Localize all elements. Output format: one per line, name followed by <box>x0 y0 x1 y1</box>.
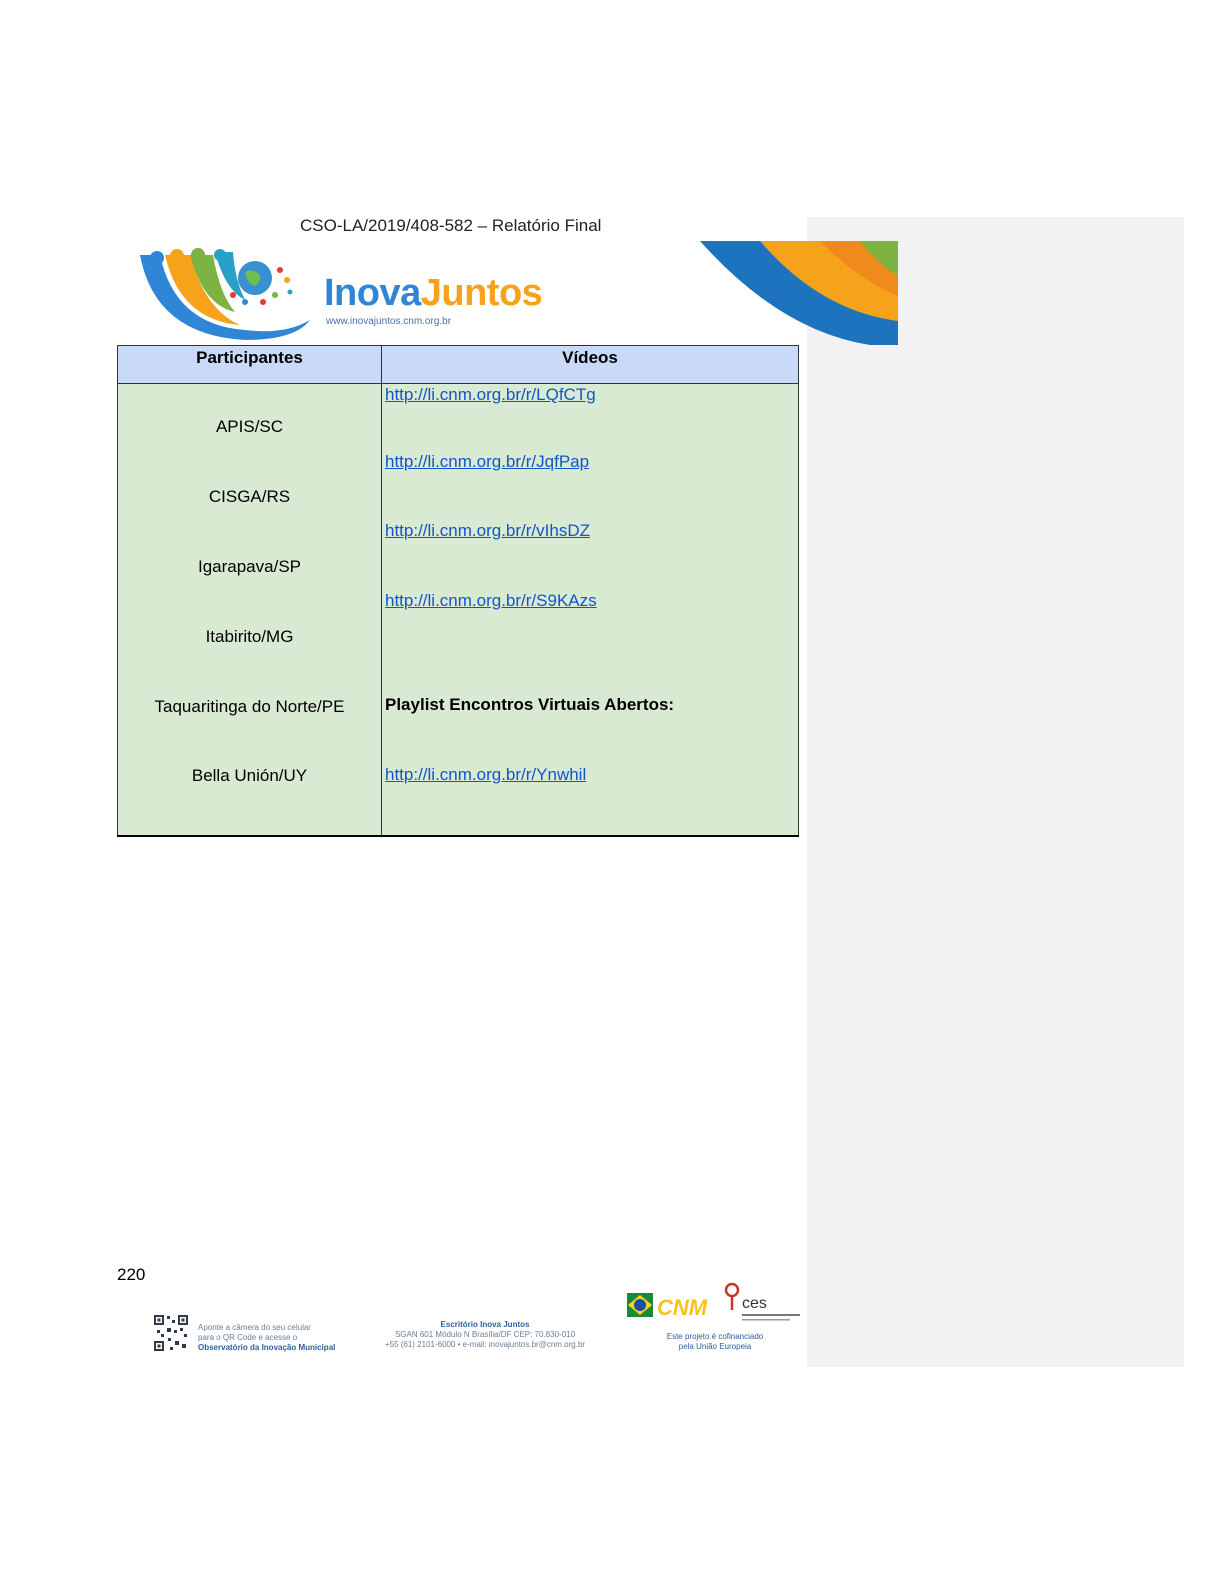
office-address <box>375 1320 595 1350</box>
video-link[interactable]: http://li.cnm.org.br/r/JqfPap <box>385 452 590 471</box>
running-header <box>300 216 620 240</box>
svg-text:CNM: CNM <box>657 1295 708 1320</box>
participant-item: Itabirito/MG <box>205 627 294 646</box>
brand-url: www.inovajuntos.cnm.org.br <box>326 316 452 327</box>
participant-item: Taquaritinga do Norte/PE <box>154 697 345 716</box>
playlist-link[interactable]: http://li.cnm.org.br/r/Ynwhil <box>385 765 587 784</box>
qr-caption-line: para o QR Code e acesse o <box>198 1333 298 1342</box>
videos-table <box>117 345 799 837</box>
comment-margin-pane <box>807 217 1184 1367</box>
video-link[interactable]: http://li.cnm.org.br/r/vIhsDZ <box>385 521 590 540</box>
brand-juntos: Juntos <box>420 272 543 314</box>
eu-funding-note <box>650 1332 780 1352</box>
header-videos: Vídeos <box>382 346 799 384</box>
office-line: SGAN 601 Módulo N Brasília/DF CEP: 70.830-010 <box>394 1330 576 1339</box>
brand-wordmark <box>324 270 542 316</box>
participant-item: Igarapava/SP <box>197 557 301 576</box>
eu-note-line: Este projeto é cofinanciado <box>666 1332 764 1341</box>
participant-item: CISGA/RS <box>208 487 291 506</box>
ces-logo <box>724 1280 804 1326</box>
header-participantes: Participantes <box>118 346 382 384</box>
participants-cell <box>118 384 382 837</box>
participant-item: Bella Unión/UY <box>191 766 308 785</box>
qr-caption-line: Aponte a câmera do seu celular <box>198 1323 311 1332</box>
table-header-row <box>118 346 799 384</box>
page-footer <box>150 1280 805 1360</box>
svg-text:ces: ces <box>742 1295 767 1312</box>
cnm-logo <box>627 1285 707 1325</box>
table-row <box>118 384 799 837</box>
header-swoosh-graphic <box>700 241 898 345</box>
videos-cell <box>382 384 799 837</box>
page-number: 220 <box>117 1265 146 1284</box>
eu-note-line: pela União Europeia <box>678 1342 752 1351</box>
participant-item: APIS/SC <box>215 417 284 436</box>
qr-code-icon <box>153 1314 189 1352</box>
video-link[interactable]: http://li.cnm.org.br/r/S9KAzs <box>385 591 597 610</box>
brand-inova: Inova <box>324 272 421 314</box>
playlist-label: Playlist Encontros Virtuais Abertos: <box>385 695 675 714</box>
office-line: +55 (61) 2101-6000 • e-mail: inovajuntos.br@cnm.org.br <box>384 1340 586 1349</box>
qr-caption-link: Observatório da Inovação Municipal <box>198 1343 336 1352</box>
running-header-text: CSO-LA/2019/408-582 – Relatório Final <box>300 216 602 235</box>
office-title: Escritório Inova Juntos <box>440 1320 530 1329</box>
qr-caption <box>198 1323 335 1353</box>
video-link[interactable]: http://li.cnm.org.br/r/LQfCTg <box>385 385 596 404</box>
